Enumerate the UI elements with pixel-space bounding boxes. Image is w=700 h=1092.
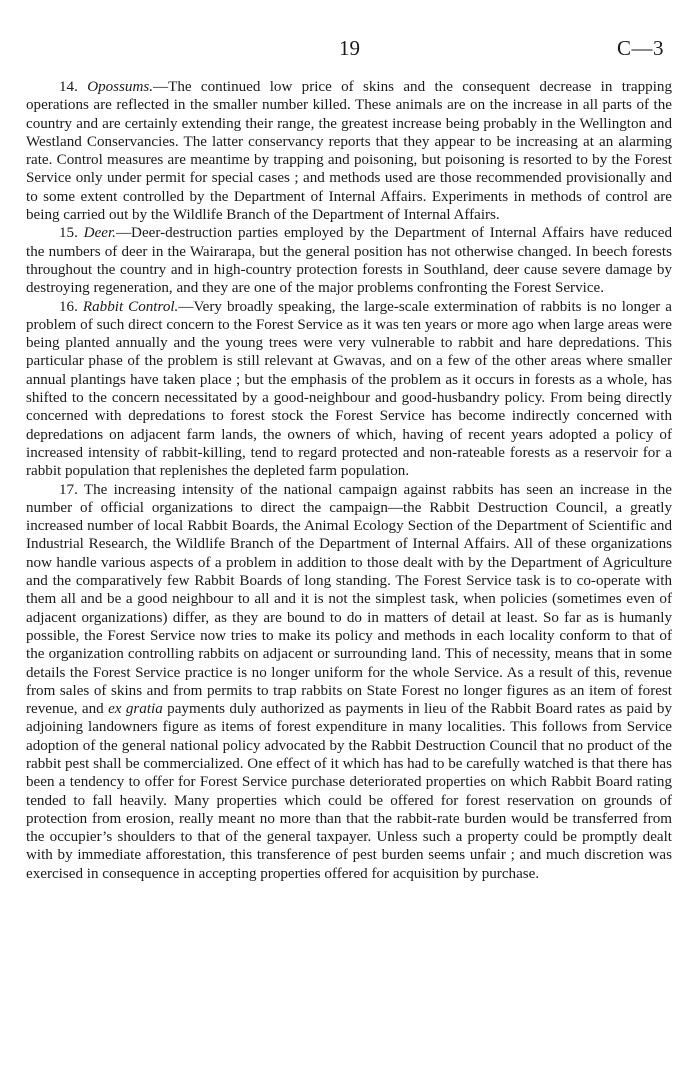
italic-phrase: ex gratia: [108, 701, 163, 718]
paragraph-text-continued: payments duly authorized as payments in lieu of the Rabbit Board rates as paid by adjoining landowners figure as items of forest expenditure in many localities. This follows from Service adoption of the general national policy advocated by the Rabbit Destruction Council that no product of the rabbit pest shall be commercialized. One effect of it which has had to be carefully watched is that there has been a tendency to offer for Forest Service purchase deteriorated properties on which Rabbit Board rating tended to fall heavily. Many properties which could be offered for forest reservation on grounds of protection from erosion, really meant no more than that the rabbit-rate burden would be transferred from the occupier’s shoulders to that of the general taxpayer. Unless such a property could be promptly dealt with by immediate afforestation, this transference of pest burden seems unfair ; and much discretion was exercised in consequence in accepting properties offered for acquisition by purchase.: [26, 701, 672, 882]
page-header: [26, 36, 672, 66]
body-text: [26, 78, 672, 883]
paragraph-number: 15.: [59, 225, 78, 242]
paragraph-text: —The continued low price of skins and the consequent decrease in trapping operations are reflected in the smaller number killed. These animals are on the increase in all parts of the country and are certainly extending their range, the greatest increase being probably in the Wellington and Westland Conservancies. The latter conservancy reports that they appear to be increasing at an alarming rate. Control measures are meantime by trapping and poisoning, but poisoning is resorted to by the Forest Service only under permit for special cases ; and methods used are those recommended provisionally and to some extent controlled by the Department of Internal Affairs. Experiments in methods of control are being carried out by the Wildlife Branch of the Department of Internal Affairs.: [26, 79, 672, 224]
paragraph-number: 16.: [59, 298, 78, 315]
document-reference: C—3: [616, 36, 664, 60]
paragraph-heading: Rabbit Control.: [82, 298, 179, 315]
paragraph-text: —Deer-destruction parties employed by the Department of Internal Affairs have reduced the numbers of deer in the Wairarapa, but the general position has not otherwise changed. In beech forests throughout the country and in high-country protection forests in Southland, deer cause severe damage by destroying regeneration, and they are one of the major problems confronting the Forest Service.: [26, 225, 672, 297]
paragraph-rabbit-campaign: [26, 481, 672, 884]
paragraph-heading: Opossums.: [87, 79, 154, 95]
paragraph-text: The increasing intensity of the national campaign against rabbits has seen an increase in the number of official organizations to direct the campaign—the Rabbit Destruction Council, a greatly increased number of local Rabbit Boards, the Animal Ecology Section of the Department of Scientific and Industrial Research, the Wildlife Branch of the Department of Internal Affairs. All of these organizations now handle various aspects of a problem in addition to those dealt with by the Department of Agriculture and the comparatively few Rabbit Boards of long standing. The Forest Service task is to co-operate with them all and be a good neighbour to all and it is not the simplest task, when policies (sometimes even of adjacent organizations) differ, as they are bound to do in matters of detail at least. So far as is humanly possible, the Forest Service now tries to make its policy and methods in each locality conform to that of the organization controlling rabbits on adjacent or surrounding land. This of necessity, means that in some details the Forest Service practice is no longer uniform for the whole Service. As a result of this, revenue from sales of skins and from permits to trap rabbits on State Forest no longer figures as an item of forest revenue, and: [26, 481, 672, 718]
paragraph-rabbit-control: [26, 298, 672, 481]
paragraph-number: 14.: [59, 79, 78, 95]
page-number: 19: [339, 36, 360, 60]
paragraph-deer: [26, 224, 672, 297]
paragraph-heading: Deer.: [83, 225, 116, 242]
paragraph-opossums: [26, 78, 672, 224]
paragraph-text: —Very broadly speaking, the large-scale extermination of rabbits is no longer a problem of such direct concern to the Forest Service as it was ten years or more ago when large areas were being planted annually and the young trees were very vulnerable to rabbit and hare depredations. This particular phase of the problem is still relevant at Gwavas, and on a few of the other areas where smaller annual plantings have taken place ; but the emphasis of the problem as it occurs in forests as a whole, has shifted to the concern necessitated by a good-neighbour and good-husbandry policy. From being directly concerned with depredations to forest stock the Forest Service has become indirectly concerned with depredations on adjacent farm lands, the owners of which, having of recent years adopted a policy of increased intensity of rabbit-killing, tend to regard protected and non-rateable forests as a reservoir for a rabbit population that replenishes the depleted farm population.: [26, 298, 673, 480]
paragraph-number: 17.: [59, 481, 78, 498]
